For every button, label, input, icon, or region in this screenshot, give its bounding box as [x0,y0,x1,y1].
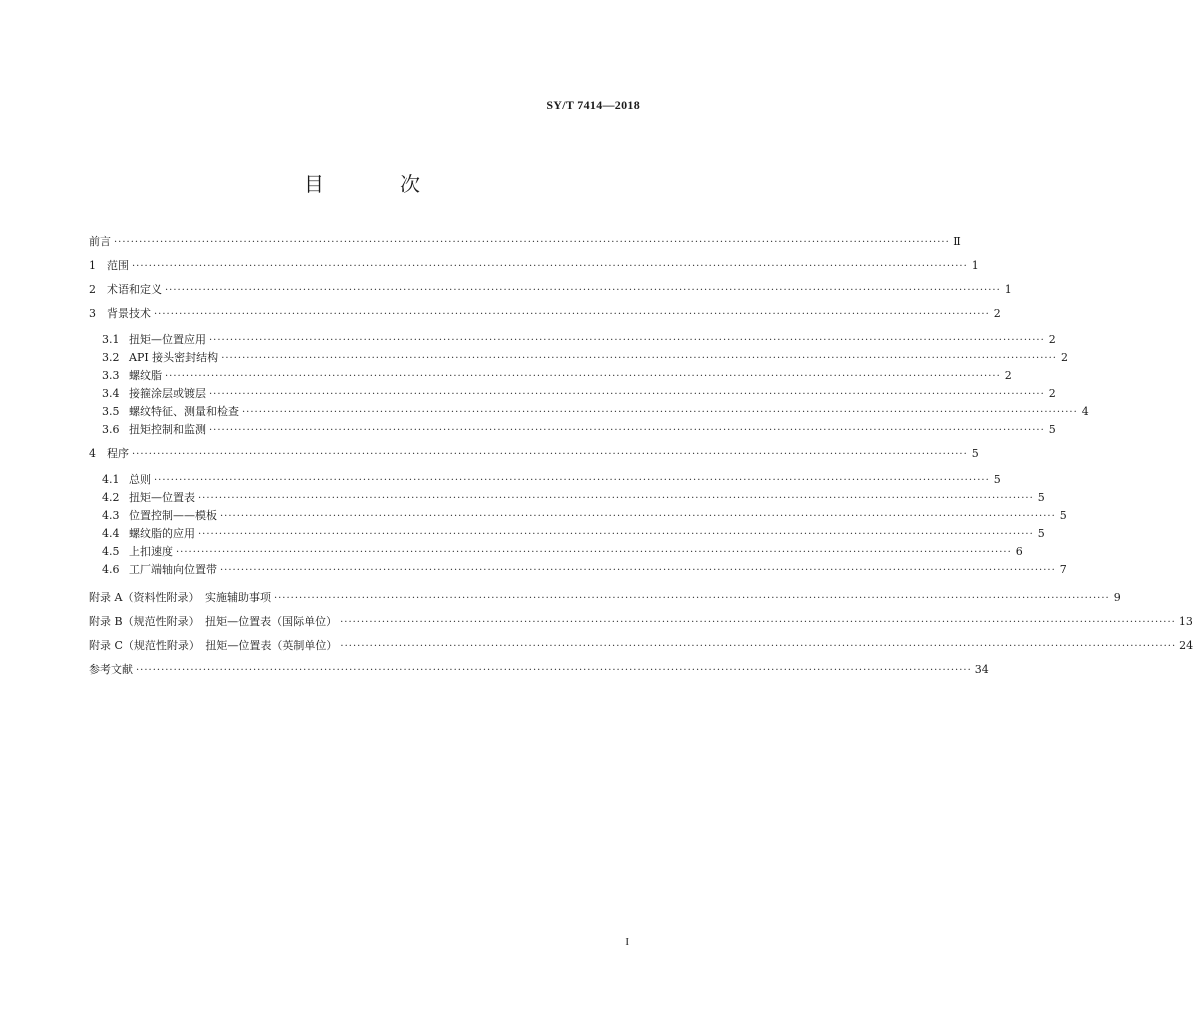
toc-entry-page: 5 [1048,423,1056,436]
toc-entry[interactable] [89,661,989,679]
toc-entry-title [89,305,151,323]
toc-entry-title [102,489,195,507]
leader-dots: ········································································································································································································ [220,565,1056,576]
toc-entry-title [89,233,111,251]
leader-dots: ········································································································································································································ [132,449,968,460]
toc-entry-number: 3.1 [102,333,120,346]
toc-entry-label: 附录 C（规范性附录） 扭矩—位置表（英制单位） [89,639,338,652]
standard-code: SY/T 7414—2018 [546,98,640,112]
toc-entry-number: 4.4 [102,527,120,540]
toc-entry-page: 9 [1113,591,1121,604]
toc-entry-page: 5 [993,473,1001,486]
toc-entry-number: 4.1 [102,473,120,486]
toc-entry-title [89,445,129,463]
toc-entry-number: 3.6 [102,423,120,436]
toc-entry-label: 背景技术 [107,307,151,320]
toc-entry-page: 34 [974,663,989,676]
toc-entry-page: 5 [1037,527,1045,540]
toc-entry-label: 接箍涂层或镀层 [129,387,206,400]
toc-entry-label: 上扣速度 [129,545,173,558]
toc-entry-title [89,589,271,607]
toc-entry-label: 附录 A（资料性附录） 实施辅助事项 [89,591,271,604]
toc-entry-title [102,367,162,385]
toc-entry-page: Ⅱ [953,235,961,248]
toc-entry-number: 3 [89,307,96,320]
table-of-contents [89,233,1193,679]
leader-dots: ········································································································································································································ [176,547,1012,558]
leader-dots: ········································································································································································································ [198,529,1034,540]
toc-entry[interactable] [89,305,1001,323]
toc-entry-page: 5 [1059,509,1067,522]
toc-entry[interactable] [89,233,961,251]
toc-entry-title [102,471,151,489]
toc-entry-label: 工厂端轴向位置带 [129,563,217,576]
toc-entry-page: 24 [1179,639,1193,652]
leader-dots: ········································································································································································································ [273,593,1110,604]
leader-dots: ········································································································································································································ [209,425,1045,436]
toc-entry-title [89,257,129,275]
toc-entry-label: 前言 [89,235,111,248]
toc-entry[interactable] [89,281,1012,299]
leader-dots: ········································································································································································································ [220,511,1056,522]
toc-entry-title [102,331,206,349]
toc-entry-number: 4.5 [102,545,120,558]
toc-entry[interactable] [89,507,1067,525]
toc-entry-number: 4 [89,447,96,460]
page-title: 目 次 [304,172,448,196]
toc-entry-title [102,507,217,525]
toc-entry-label: 附录 B（规范性附录） 扭矩—位置表（国际单位） [89,615,338,628]
toc-entry-page: 5 [971,447,979,460]
toc-entry[interactable] [89,445,979,463]
toc-entry-page: 2 [1004,369,1012,382]
toc-entry-page: 6 [1015,545,1023,558]
leader-dots: ········································································································································································································ [340,641,1177,652]
toc-entry-label: 术语和定义 [107,283,162,296]
toc-entry[interactable] [89,543,1023,561]
toc-entry[interactable] [89,349,1068,367]
toc-entry-title [102,349,218,367]
toc-entry-page: 2 [1060,351,1068,364]
toc-entry-title [102,561,217,579]
leader-dots: ········································································································································································································ [154,475,990,486]
toc-entry-number: 3.3 [102,369,120,382]
leader-dots: ········································································································································································································ [165,371,1001,382]
toc-entry-label: API 接头密封结构 [129,351,219,364]
toc-entry[interactable] [89,367,1012,385]
toc-entry-label: 位置控制——模板 [129,509,217,522]
toc-entry[interactable] [89,331,1056,349]
toc-entry-number: 2 [89,283,96,296]
toc-entry-page: 1 [971,259,979,272]
leader-dots: ········································································································································································································ [114,237,950,248]
toc-entry-label: 扭矩—位置表 [129,491,195,504]
toc-entry[interactable] [89,561,1067,579]
leader-dots: ········································································································································································································ [221,353,1057,364]
toc-entry-label: 螺纹脂 [129,369,162,382]
leader-dots: ········································································································································································································ [136,665,972,676]
toc-entry-label: 扭矩控制和监测 [129,423,206,436]
toc-entry-page: 7 [1059,563,1067,576]
toc-entry-title [89,637,337,655]
leader-dots: ········································································································································································································ [165,285,1001,296]
toc-entry-label: 总则 [129,473,151,486]
leader-dots: ········································································································································································································ [154,309,990,320]
leader-dots: ········································································································································································································ [340,617,1176,628]
toc-entry-label: 扭矩—位置应用 [129,333,206,346]
toc-entry[interactable] [89,589,1121,607]
toc-entry-title [102,421,206,439]
toc-entry-title [89,661,133,679]
toc-entry-title [89,281,162,299]
toc-entry-number: 4.3 [102,509,120,522]
toc-entry-title [102,543,173,561]
toc-entry-page: 2 [993,307,1001,320]
toc-entry[interactable] [89,403,1089,421]
toc-entry-label: 螺纹特征、测量和检查 [129,405,239,418]
toc-entry-label: 范围 [107,259,129,272]
toc-entry-page: 2 [1048,387,1056,400]
leader-dots: ········································································································································································································ [198,493,1034,504]
toc-entry-title [102,385,206,403]
toc-entry-number: 4.6 [102,563,120,576]
toc-entry[interactable] [89,489,1045,507]
leader-dots: ········································································································································································································ [209,335,1045,346]
toc-entry-title [102,403,239,421]
toc-entry-label: 螺纹脂的应用 [129,527,195,540]
toc-entry[interactable] [89,637,1193,655]
toc-entry-number: 3.4 [102,387,120,400]
toc-entry-page: 5 [1037,491,1045,504]
page-number: I [625,936,629,948]
toc-entry-label: 参考文献 [89,663,133,676]
toc-entry-number: 3.5 [102,405,120,418]
leader-dots: ········································································································································································································ [242,407,1078,418]
toc-entry[interactable] [89,257,979,275]
toc-entry-page: 13 [1178,615,1193,628]
toc-entry[interactable] [89,613,1193,631]
toc-entry-number: 3.2 [102,351,120,364]
toc-entry-number: 4.2 [102,491,120,504]
toc-entry-page: 1 [1004,283,1012,296]
toc-entry-page: 4 [1081,405,1089,418]
toc-entry-title [102,525,195,543]
leader-dots: ········································································································································································································ [132,261,968,272]
toc-entry-title [89,613,337,631]
toc-entry[interactable] [89,471,1001,489]
toc-entry-page: 2 [1048,333,1056,346]
toc-entry[interactable] [89,421,1056,439]
toc-entry-number: 1 [89,259,96,272]
toc-entry-label: 程序 [107,447,129,460]
toc-entry[interactable] [89,385,1056,403]
leader-dots: ········································································································································································································ [209,389,1045,400]
toc-entry[interactable] [89,525,1045,543]
